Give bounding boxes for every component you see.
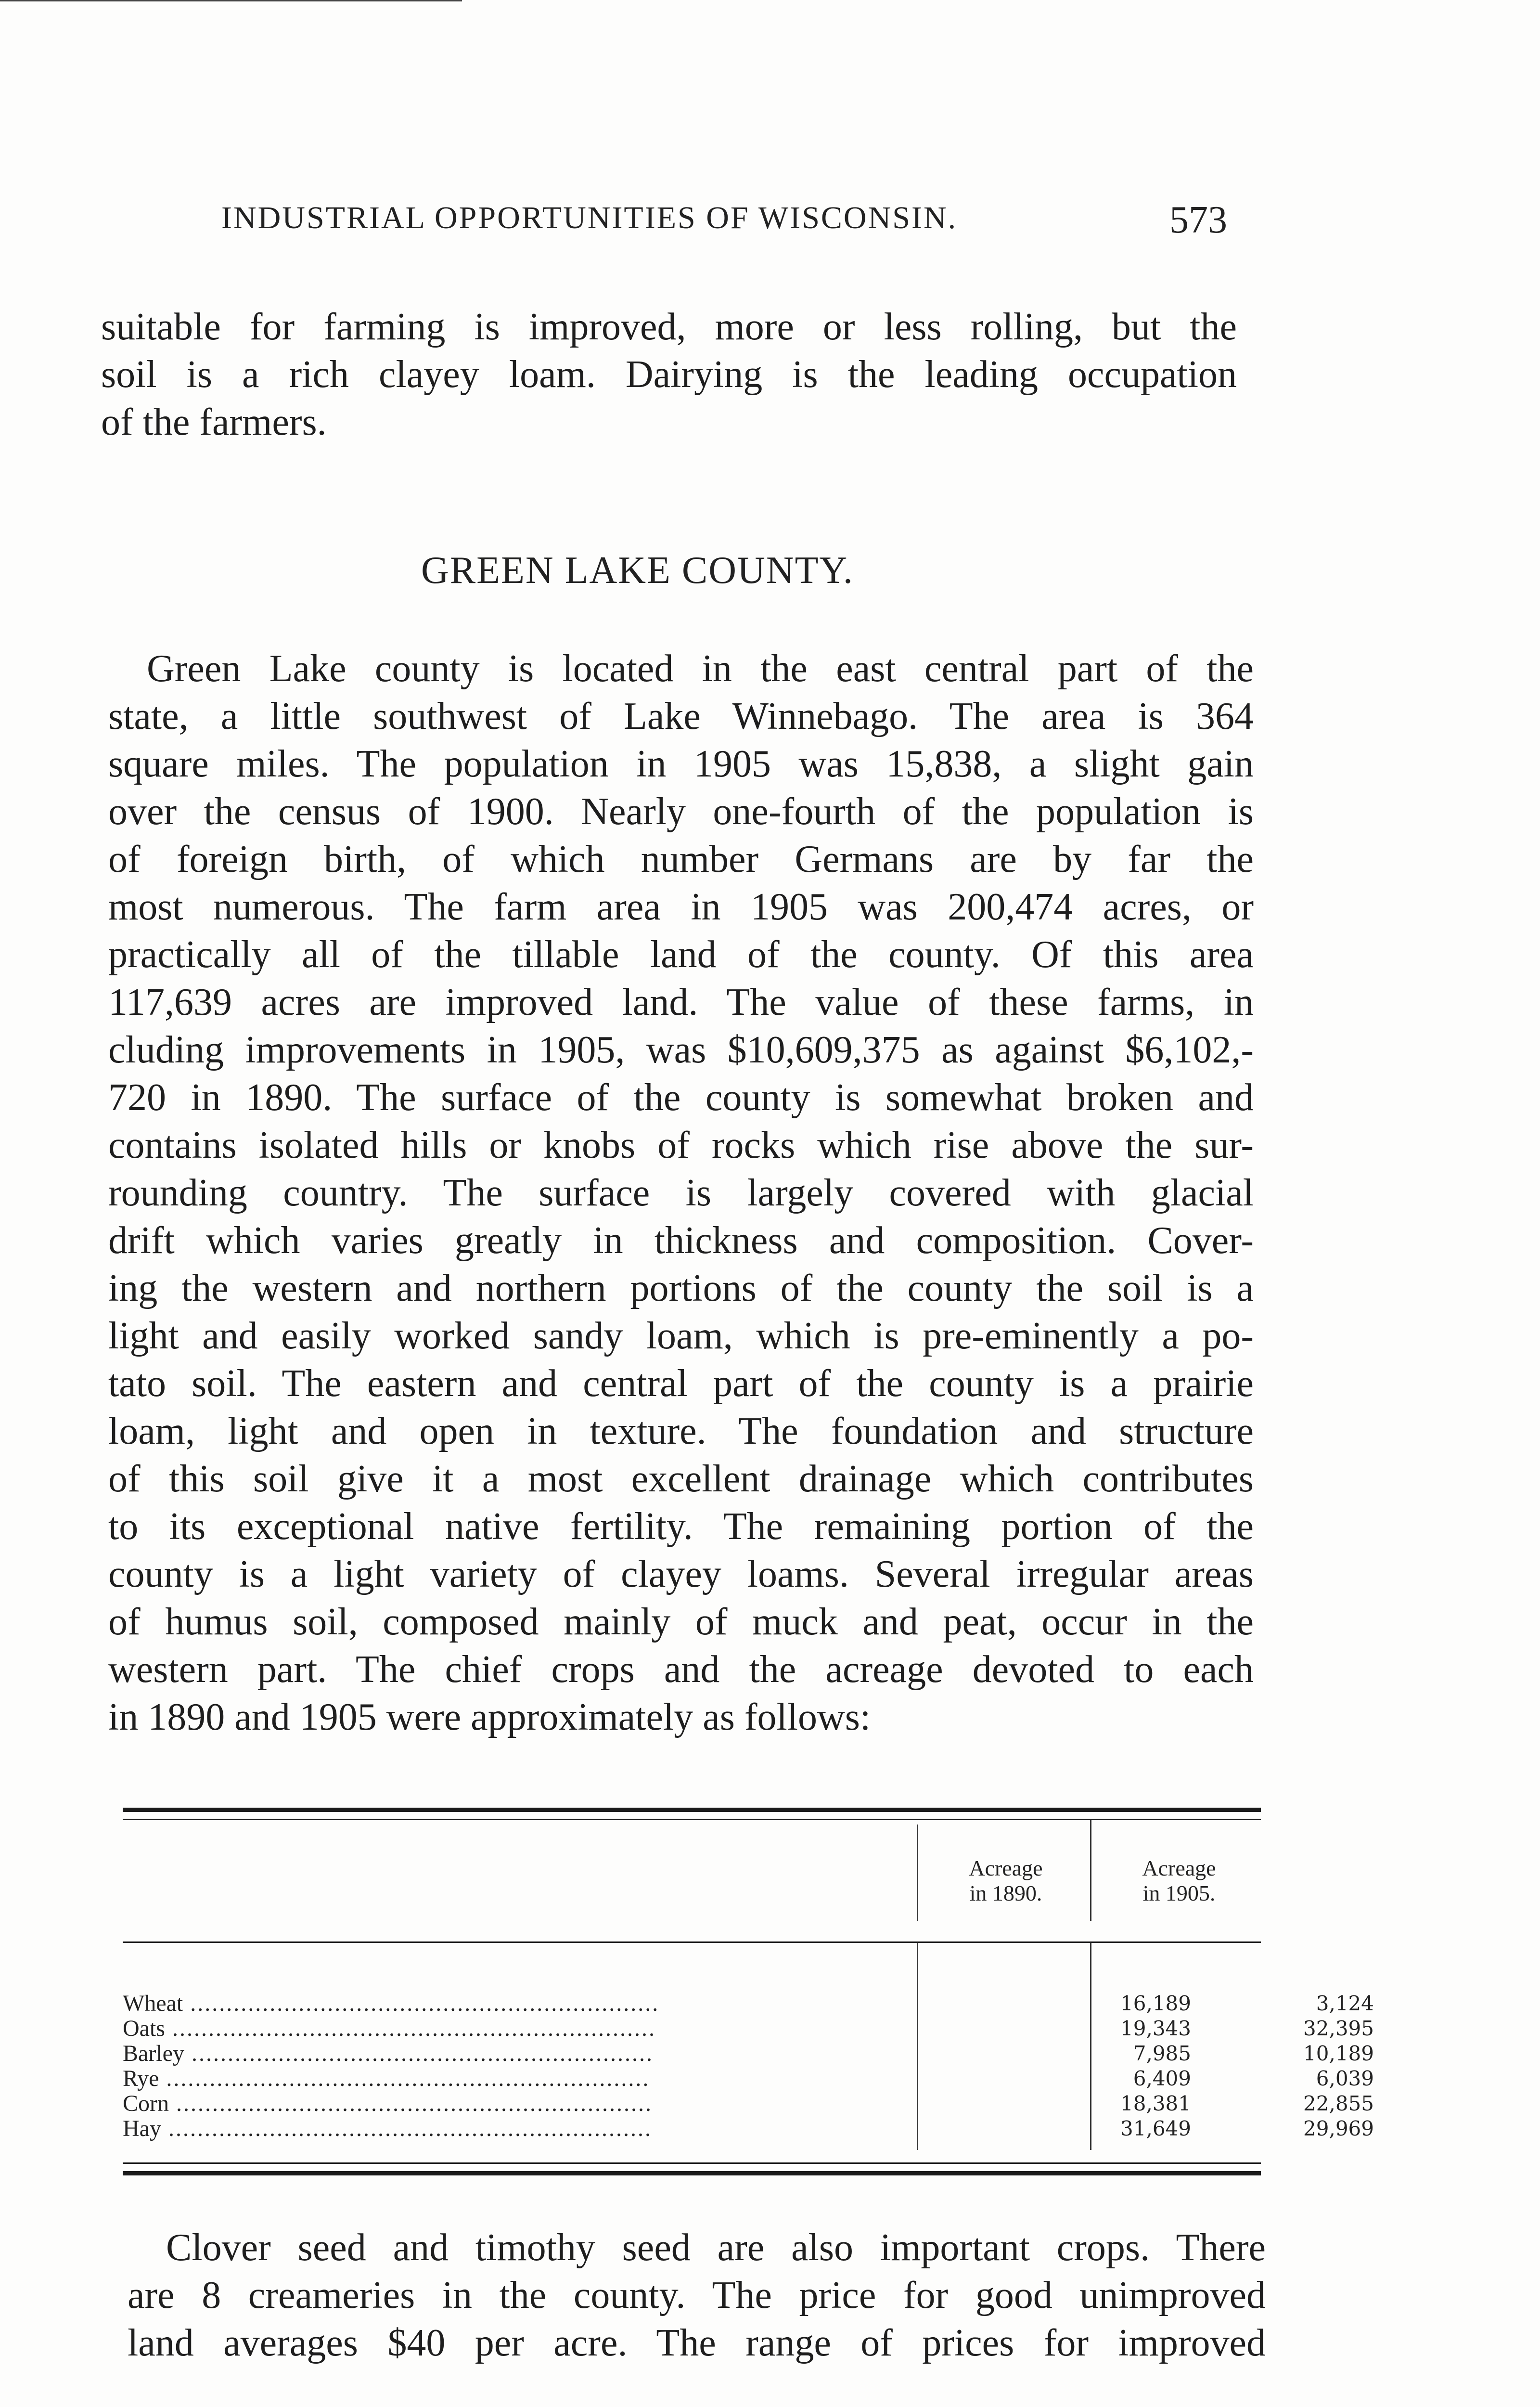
county-description-paragraph: [108, 645, 1254, 1741]
leader-dots: ..................................................................: [169, 2091, 653, 2116]
leader-dots: ...................................................................: [161, 2116, 652, 2141]
running-head-title: INDUSTRIAL OPPORTUNITIES OF WISCONSIN.: [221, 200, 958, 235]
acreage-1905-cell: 29,969: [1303, 2117, 1374, 2140]
text-line: are 8 creameries in the county. The price for good unimproved: [128, 2274, 1266, 2316]
text-line: practically all of the tillable land of the county. Of this area: [108, 933, 1254, 976]
acreage-1905-cell: 6,039: [1316, 2067, 1374, 2090]
section-heading: GREEN LAKE COUNTY.: [421, 549, 854, 592]
column-header-line: Acreage: [1142, 1856, 1216, 1880]
table-row: [123, 2116, 1374, 2141]
text-line: square miles. The population in 1905 was 15,838, a slight gain: [108, 743, 1254, 785]
text-line: state, a little southwest of Lake Winnebago. The area is 364: [108, 695, 1254, 738]
acreage-1890-cell: 16,189: [1120, 1992, 1191, 2015]
crop-name: Barley: [123, 2041, 184, 2066]
text-line: land averages $40 per acre. The range of prices for improved: [128, 2322, 1266, 2364]
text-line: of this soil give it a most excellent drainage which contributes: [108, 1458, 1254, 1500]
column-divider: [1090, 1820, 1091, 1921]
table-row: [123, 2016, 1374, 2041]
text-line: to its exceptional native fertility. The remaining portion of the: [108, 1505, 1254, 1548]
acreage-1905-cell: 3,124: [1316, 1992, 1374, 2015]
acreage-1890-cell: 19,343: [1120, 2017, 1191, 2040]
text-line: 720 in 1890. The surface of the county is somewhat broken and: [108, 1076, 1254, 1119]
text-line: loam, light and open in texture. The foundation and structure: [108, 1410, 1254, 1452]
text-line: soil is a rich clayey loam. Dairying is the leading occupation: [101, 353, 1237, 396]
column-header-1890: [929, 1856, 1083, 1906]
text-line: suitable for farming is improved, more or less rolling, but the: [101, 306, 1237, 348]
text-line: rounding country. The surface is largely covered with glacial: [108, 1172, 1254, 1214]
crop-name: Corn: [123, 2091, 169, 2116]
crop-name: Hay: [123, 2116, 161, 2141]
text-line: western part. The chief crops and the acreage devoted to each: [108, 1648, 1254, 1691]
text-line: contains isolated hills or knobs of rocks which rise above the sur-: [108, 1124, 1254, 1166]
crop-name: Wheat: [123, 1991, 183, 2016]
column-header-line: in 1890.: [969, 1881, 1042, 1905]
leader-dots: ................................................................: [184, 2041, 654, 2066]
scan-edge-line: [0, 0, 462, 1]
column-header-line: Acreage: [969, 1856, 1043, 1880]
text-line: of foreign birth, of which number Germans are by far the: [108, 838, 1254, 880]
text-line: 117,639 acres are improved land. The value of these farms, in: [108, 981, 1254, 1023]
text-line: cluding improvements in 1905, was $10,609,375 as against $6,102,-: [108, 1029, 1254, 1071]
text-line: Clover seed and timothy seed are also important crops. There: [166, 2226, 1266, 2269]
leader-dots: .................................................................: [183, 1991, 660, 2016]
text-line: over the census of 1900. Nearly one-fourth of the population is: [108, 790, 1254, 833]
crop-name: Oats: [123, 2016, 165, 2041]
acreage-1890-cell: 31,649: [1120, 2117, 1191, 2140]
crop-name-cell: [123, 2091, 912, 2116]
crop-name-cell: [123, 2016, 912, 2041]
crop-name: Rye: [123, 2066, 159, 2091]
acreage-1890-cell: 6,409: [1133, 2067, 1191, 2090]
column-header-line: in 1905.: [1142, 1881, 1216, 1905]
column-header-1905: [1102, 1856, 1256, 1906]
text-line: drift which varies greatly in thickness and composition. Cover-: [108, 1219, 1254, 1262]
leader-dots: ...................................................................: [165, 2016, 656, 2041]
table-row: [123, 2041, 1374, 2066]
text-line: tato soil. The eastern and central part of the county is a prairie: [108, 1362, 1254, 1405]
text-line: ing the western and northern portions of the county the soil is a: [108, 1267, 1254, 1309]
table-row: [123, 2091, 1374, 2116]
text-line: of the farmers.: [101, 401, 327, 443]
acreage-1890-cell: 7,985: [1133, 2042, 1191, 2065]
text-line: in 1890 and 1905 were approximately as follows:: [108, 1696, 871, 1738]
text-line: Green Lake county is located in the east central part of the: [147, 647, 1254, 690]
acreage-1905-cell: 22,855: [1303, 2092, 1374, 2115]
text-line: light and easily worked sandy loam, which is pre-eminently a po-: [108, 1315, 1254, 1357]
table-row: [123, 1991, 1374, 2016]
crop-name-cell: [123, 2066, 912, 2091]
table-top-thick-rule: [123, 1808, 1261, 1812]
text-line: most numerous. The farm area in 1905 was 200,474 acres, or: [108, 886, 1254, 928]
acreage-1905-cell: 32,395: [1303, 2017, 1374, 2040]
table-bottom-thin-rule: [123, 2162, 1261, 2164]
text-line: of humus soil, composed mainly of muck and peat, occur in the: [108, 1601, 1254, 1643]
leader-dots: ...................................................................: [159, 2066, 650, 2091]
acreage-1905-cell: 10,189: [1303, 2042, 1374, 2065]
column-divider: [917, 1825, 918, 1921]
crop-name-cell: [123, 1991, 912, 2016]
text-line: county is a light variety of clayey loams. Several irregular areas: [108, 1553, 1254, 1595]
crop-name-cell: [123, 2116, 912, 2141]
table-bottom-thick-rule: [123, 2171, 1261, 2175]
page-number: 573: [1169, 199, 1227, 241]
continuation-paragraph: [101, 303, 1237, 446]
acreage-1890-cell: 18,381: [1120, 2092, 1191, 2115]
table-row: [123, 2066, 1374, 2091]
closing-paragraph: [128, 2224, 1266, 2367]
crop-name-cell: [123, 2041, 912, 2066]
